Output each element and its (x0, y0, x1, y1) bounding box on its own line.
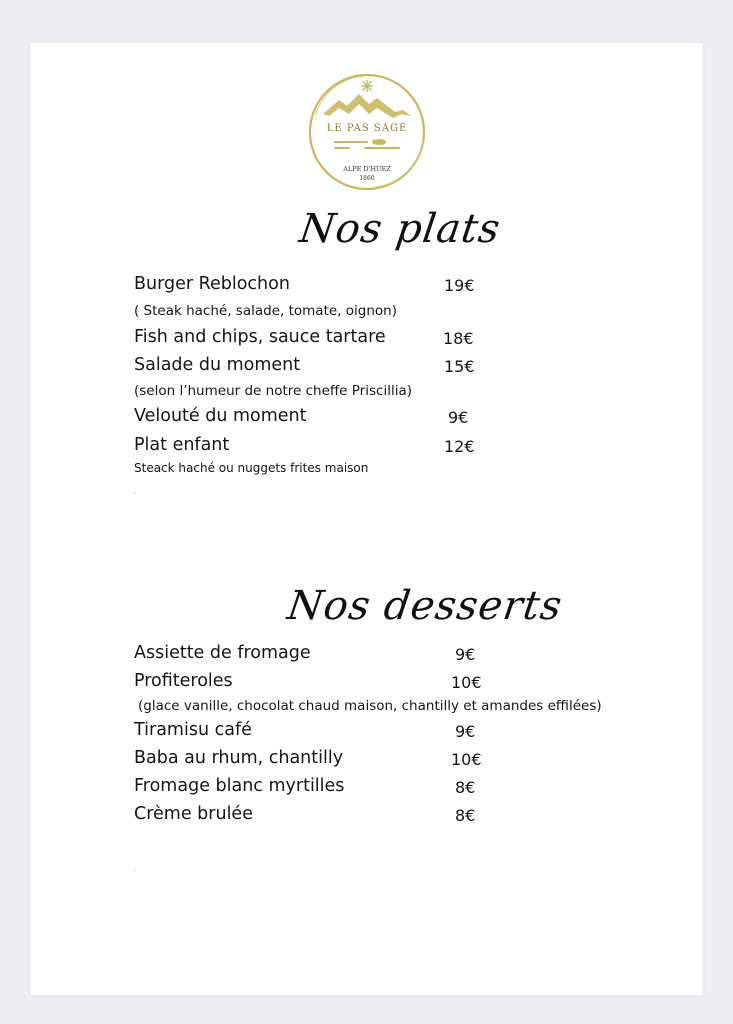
cutlery-icon (335, 139, 399, 148)
menu-page (30, 43, 703, 995)
dessert-price: 9€ (455, 645, 476, 664)
dish-name: Burger Reblochon (134, 274, 290, 294)
dish-price: 9€ (448, 408, 469, 427)
mountain-icon (323, 94, 411, 118)
dessert-price: 9€ (455, 722, 476, 741)
dessert-name: Assiette de fromage (134, 643, 311, 663)
dessert-price: 10€ (451, 673, 482, 692)
logo-emblem (305, 70, 429, 194)
edelweiss-icon (361, 80, 373, 92)
dessert-name: Profiteroles (134, 671, 233, 691)
dish-price: 19€ (444, 276, 475, 295)
dessert-name: Baba au rhum, chantilly (134, 748, 344, 768)
dish-name: Plat enfant (134, 435, 230, 455)
restaurant-logo (305, 70, 429, 194)
dish-name: Velouté du moment (134, 406, 307, 426)
dish-note: (selon l’humeur de notre cheffe Priscillia) (134, 383, 412, 399)
dish-price: 18€ (443, 329, 474, 348)
dish-note: ( Steak haché, salade, tomate, oignon) (134, 303, 397, 319)
stray-mark (134, 870, 135, 871)
section-title-plats: Nos plats (296, 206, 504, 252)
logo-name: LE PAS SAGE (326, 123, 408, 134)
stray-mark (134, 492, 135, 493)
logo-location: ALPE D'HUEZ (343, 165, 391, 173)
dessert-price: 10€ (451, 750, 482, 769)
section-title-desserts: Nos desserts (284, 583, 566, 629)
dish-price: 12€ (444, 437, 475, 456)
dish-note: Steack haché ou nuggets frites maison (134, 461, 369, 475)
dessert-price: 8€ (455, 806, 476, 825)
dessert-price: 8€ (455, 778, 476, 797)
dessert-note: (glace vanille, chocolat chaud maison, chantilly et amandes effilées) (138, 698, 602, 714)
dessert-name: Fromage blanc myrtilles (134, 776, 345, 796)
dish-name: Fish and chips, sauce tartare (134, 327, 386, 347)
dessert-name: Crème brulée (134, 804, 253, 824)
logo-elevation: 1860 (359, 175, 375, 182)
dish-name: Salade du moment (134, 355, 301, 375)
dessert-name: Tiramisu café (134, 720, 252, 740)
dish-price: 15€ (444, 357, 475, 376)
